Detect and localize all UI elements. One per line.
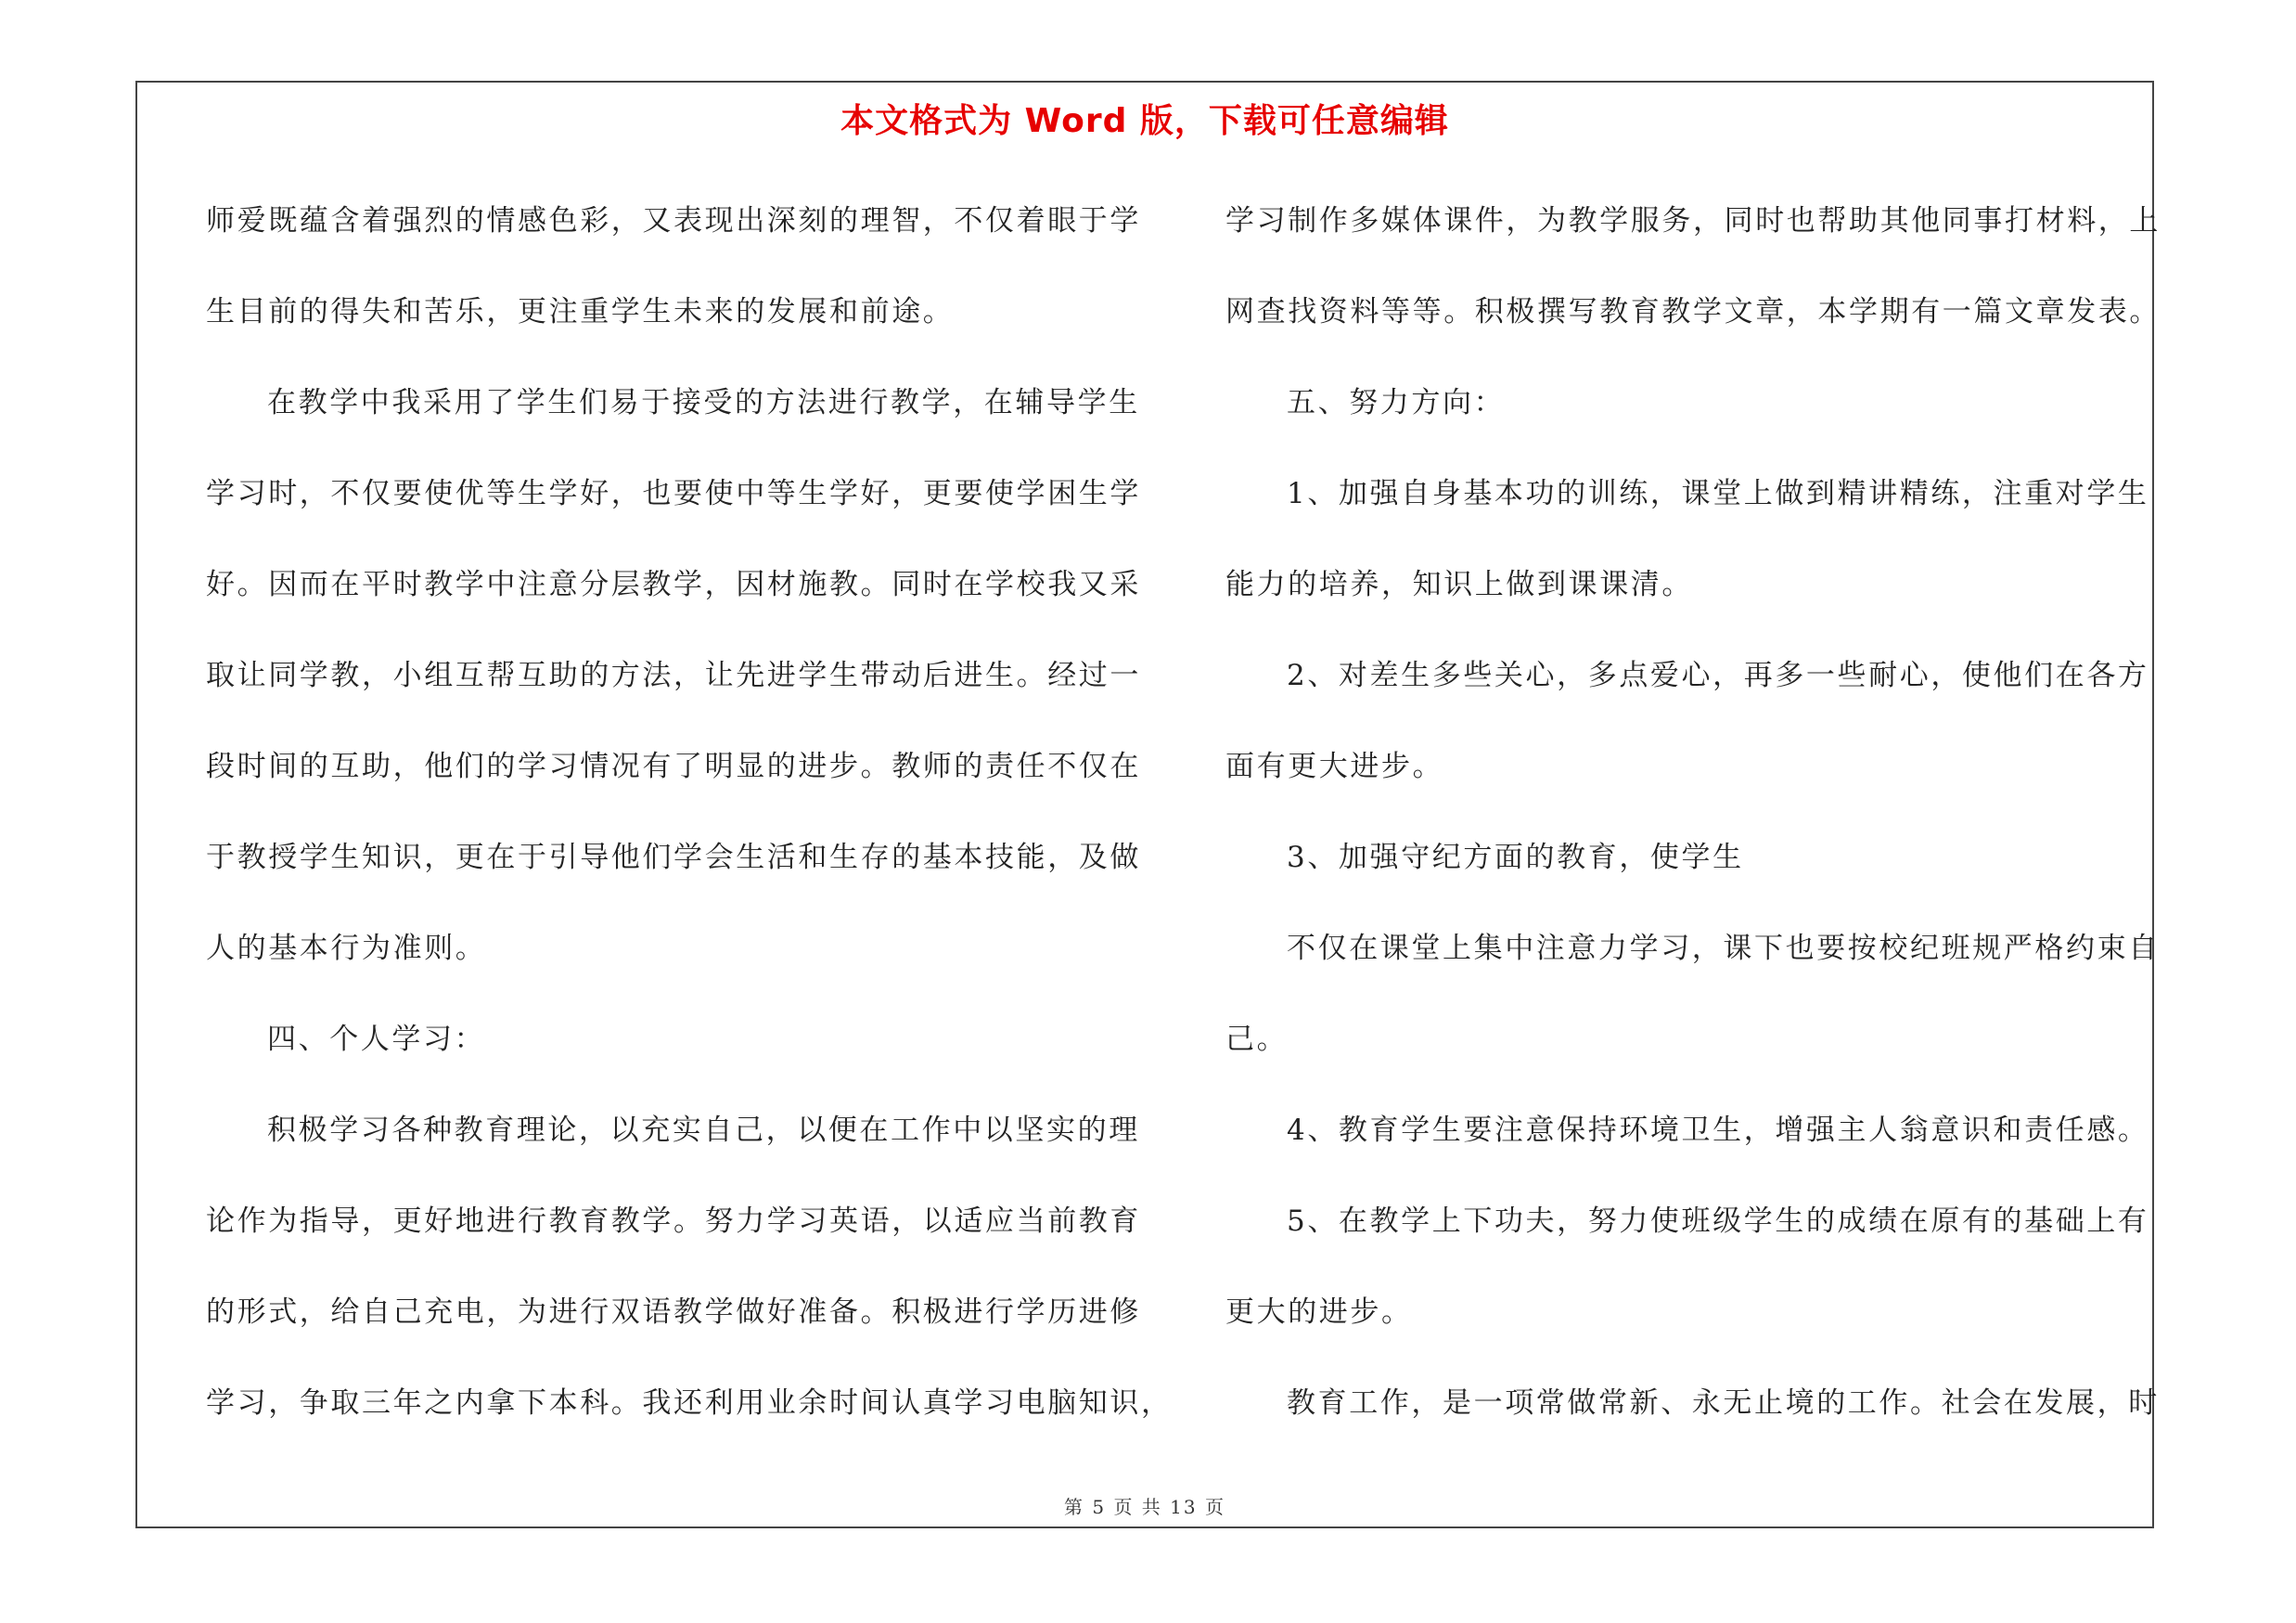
right-text-column	[1225, 175, 2161, 1449]
text-line: 的形式，给自己充电，为进行双语教学做好准备。积极进行学历进修	[206, 1295, 1141, 1329]
text-line: 不仅在课堂上集中注意力学习，课下也要按校纪班规严格约束自	[1287, 932, 2160, 965]
text-line: 积极学习各种教育理论，以充实自己，以便在工作中以坚实的理	[267, 1114, 1140, 1147]
text-line: 面有更大进步。	[1225, 750, 1444, 783]
list-item: 2、对差生多些关心，多点爱心，再多一些耐心，使他们在各方	[1287, 659, 2149, 692]
text-line: 学习制作多媒体课件，为教学服务，同时也帮助其他同事打材料，上	[1225, 204, 2161, 238]
text-line: 在教学中我采用了学生们易于接受的方法进行教学，在辅导学生	[267, 386, 1140, 419]
section-heading: 四、个人学习：	[267, 1023, 486, 1056]
list-item: 3、加强守纪方面的教育，使学生	[1287, 841, 1744, 874]
text-line: 网查找资料等等。积极撰写教育教学文章，本学期有一篇文章发表。	[1225, 295, 2161, 328]
text-line: 更大的进步。	[1225, 1295, 1413, 1329]
text-line: 论作为指导，更好地进行教育教学。努力学习英语，以适应当前教育	[206, 1204, 1141, 1238]
section-heading: 五、努力方向：	[1287, 386, 1506, 419]
text-line: 段时间的互助，他们的学习情况有了明显的进步。教师的责任不仅在	[206, 750, 1141, 783]
page-number: 第 5 页 共 13 页	[1064, 1496, 1225, 1518]
text-line: 能力的培养，知识上做到课课清。	[1225, 568, 1693, 601]
text-line: 师爱既蕴含着强烈的情感色彩，又表现出深刻的理智，不仅着眼于学	[206, 204, 1141, 238]
word-format-banner: 本文格式为 Word 版，下载可任意编辑	[840, 102, 1449, 140]
left-text-column	[206, 175, 1173, 1449]
text-line: 教育工作，是一项常做常新、永无止境的工作。社会在发展，时	[1287, 1386, 2160, 1420]
text-line: 己。	[1225, 1023, 1289, 1056]
text-line: 人的基本行为准则。	[206, 932, 487, 965]
list-item: 1、加强自身基本功的训练，课堂上做到精讲精练，注重对学生	[1287, 477, 2149, 510]
text-line: 学习时，不仅要使优等生学好，也要使中等生学好，更要使学困生学	[206, 477, 1141, 510]
text-line: 于教授学生知识，更在于引导他们学会生活和生存的基本技能，及做	[206, 841, 1141, 874]
document-page	[135, 81, 2161, 1528]
text-line: 生目前的得失和苦乐，更注重学生未来的发展和前途。	[206, 295, 955, 328]
text-line: 取让同学教，小组互帮互助的方法，让先进学生带动后进生。经过一	[206, 659, 1141, 692]
list-item: 5、在教学上下功夫，努力使班级学生的成绩在原有的基础上有	[1287, 1204, 2149, 1238]
text-line: 好。因而在平时教学中注意分层教学，因材施教。同时在学校我又采	[206, 568, 1141, 601]
text-line: 学习，争取三年之内拿下本科。我还利用业余时间认真学习电脑知识，	[206, 1386, 1173, 1420]
list-item: 4、教育学生要注意保持环境卫生，增强主人翁意识和责任感。	[1287, 1114, 2149, 1147]
